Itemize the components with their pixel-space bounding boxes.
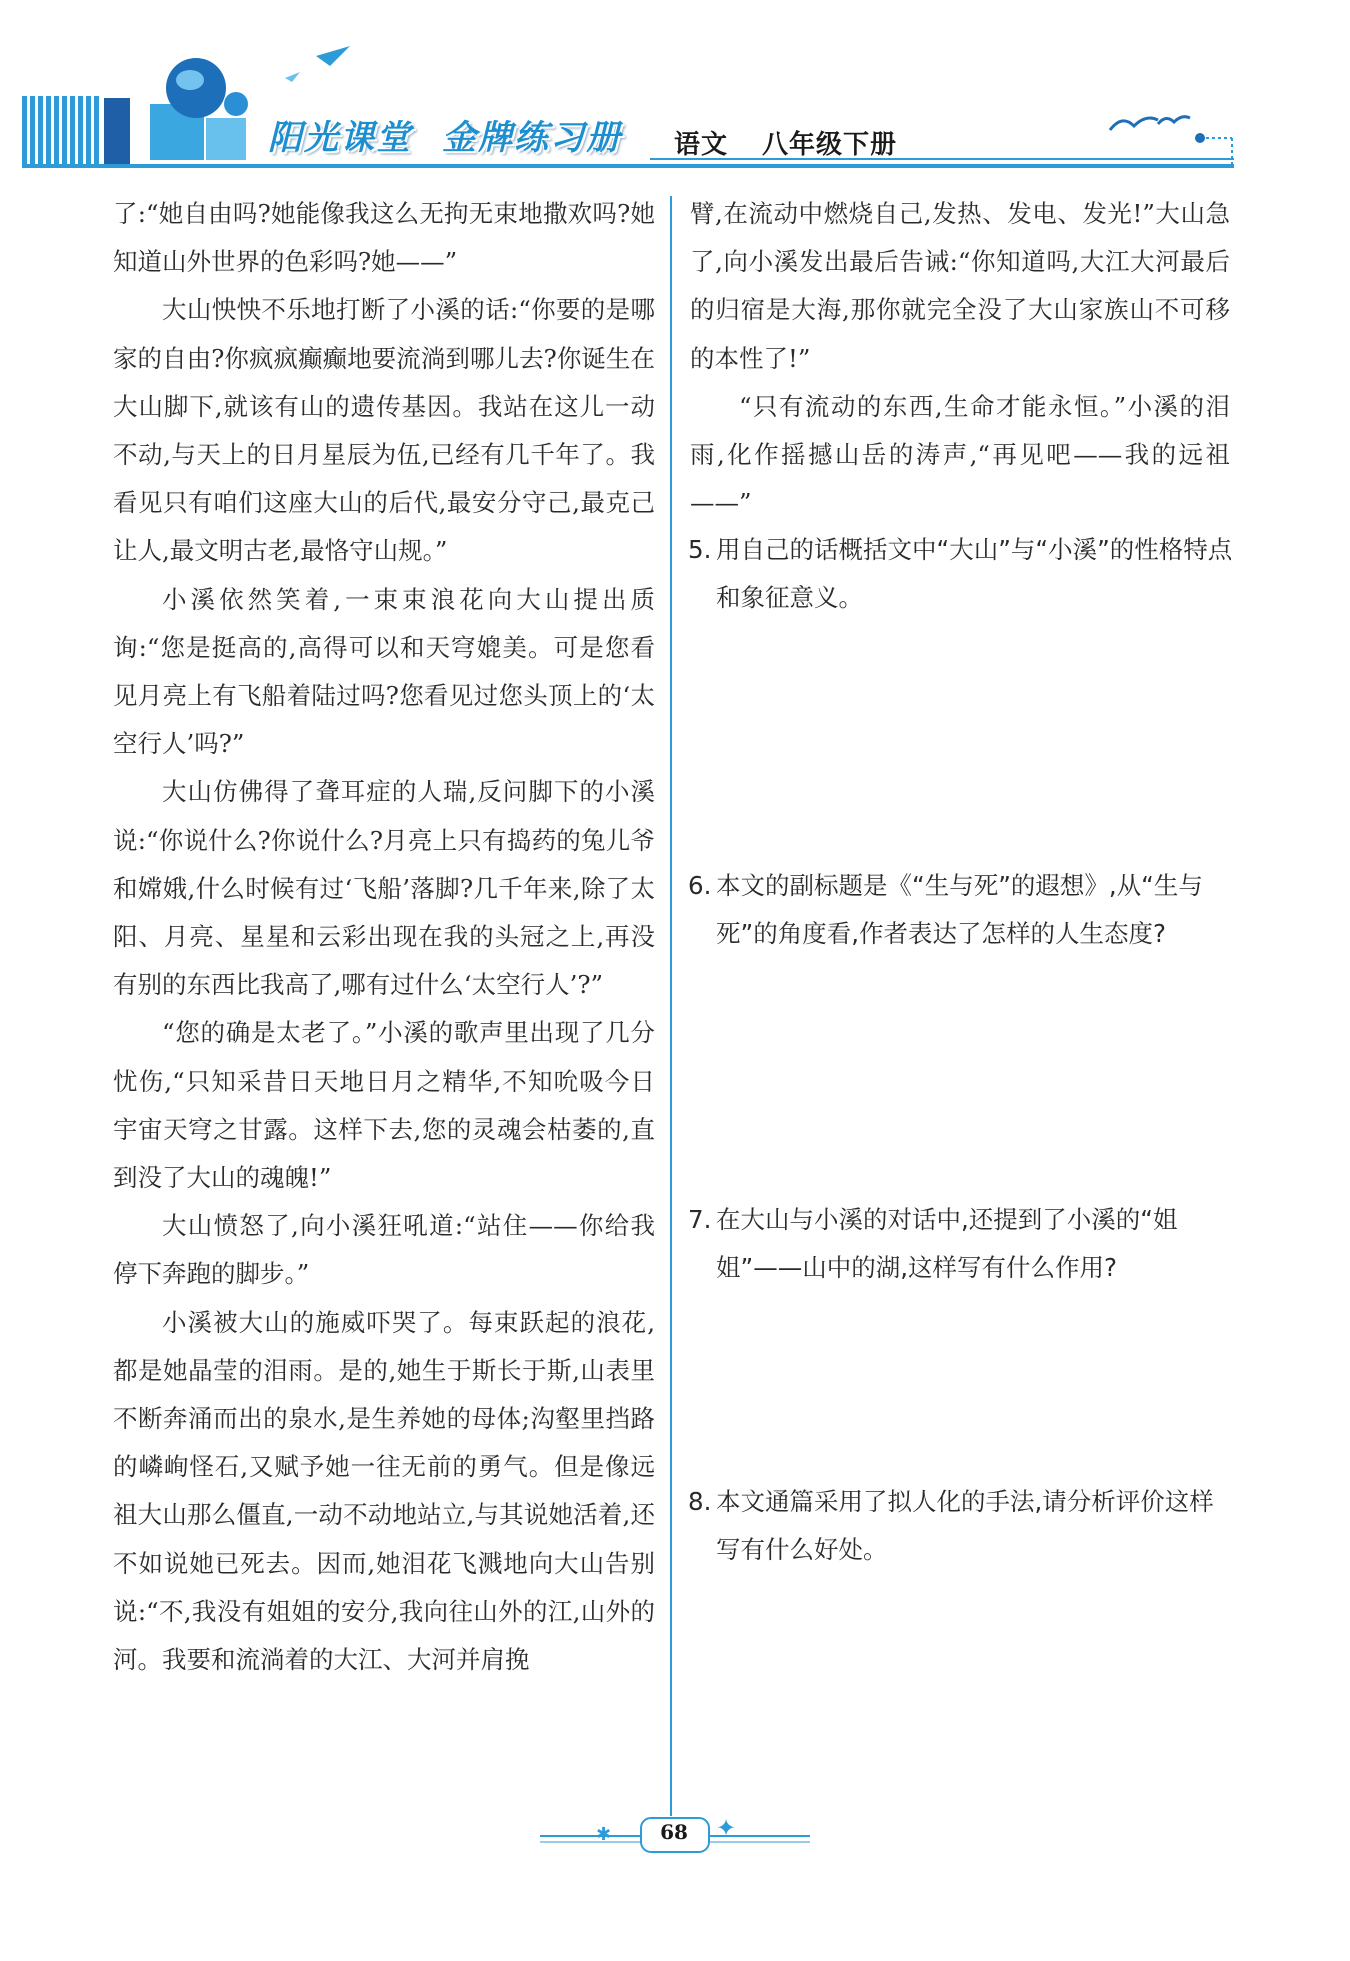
page-header xyxy=(0,0,1350,180)
paragraph: 了:“她自由吗?她能像我这么无拘无束地撒欢吗?她知道山外世界的色彩吗?她——” xyxy=(113,199,655,277)
question-text: 在大山与小溪的对话中,还提到了小溪的“姐姐”——山中的湖,这样写有什么作用? xyxy=(716,1205,1178,1283)
grade-label: 八年级下册 xyxy=(762,130,898,160)
globe-icon xyxy=(150,58,248,160)
paragraph: 大山仿佛得了聋耳症的人瑞,反问脚下的小溪说:“你说什么?你说什么?月亮上只有捣药的兔儿爷和嫦娥,什么时候有过‘飞船’落脚?几千年来,除了太阳、月亮、星星和云彩出现在我的头冠之上,再没有别的东西比我高了,哪有过什么‘太空行人’?” xyxy=(113,777,655,1000)
paragraph: 大山愤怒了,向小溪狂吼道:“站住——你给我停下奔跑的脚步。” xyxy=(113,1211,655,1289)
paragraph: 小溪被大山的施威吓哭了。每束跃起的浪花,都是她晶莹的泪雨。是的,她生于斯长于斯,山表里不断奔涌而出的泉水,是生养她的母体;沟壑里挡路的嶙峋怪石,又赋予她一往无前的勇气。但是像远祖大山那么僵直,一动不动地站立,与其说她活着,还不如说她已死去。因而,她泪花飞溅地向大山告别说:“不,我没有姐姐的安分,我向往山外的江,山外的河。我要和流淌着的大江、大河并肩挽 xyxy=(113,1307,655,1675)
column-divider xyxy=(670,196,672,1816)
paragraph: “只有流动的东西,生命才能永恒。”小溪的泪雨,化作摇撼山岳的涛声,“再见吧——我的远祖——” xyxy=(690,391,1230,518)
right-column xyxy=(690,190,1230,527)
brand-title xyxy=(268,110,652,159)
question-8 xyxy=(688,1478,1236,1574)
svg-text:✦: ✦ xyxy=(716,1814,737,1842)
paper-plane-icon xyxy=(285,46,350,82)
question-number: 6. xyxy=(688,871,712,900)
subject-grade xyxy=(674,124,897,161)
question-number: 7. xyxy=(688,1205,712,1234)
paragraph: “您的确是太老了。”小溪的歌声里出现了几分忧伤,“只知采昔日天地日月之精华,不知吮吸今日宇宙天穹之甘露。这样下去,您的灵魂会枯萎的,直到没了大山的魂魄!” xyxy=(113,1018,655,1193)
brand-part1: 阳光课堂 xyxy=(268,118,412,158)
question-number: 8. xyxy=(688,1487,712,1516)
question-text: 本文的副标题是《“生与死”的遐想》,从“生与死”的角度看,作者表达了怎样的人生态度? xyxy=(716,871,1203,949)
paragraph: 臂,在流动中燃烧自己,发热、发电、发光!”大山急了,向小溪发出最后告诫:“你知道吗,大江大河最后的归宿是大海,那你就完全没了大山家族山不可移的本性了!” xyxy=(690,199,1230,373)
question-5 xyxy=(688,526,1236,622)
page-number: 68 xyxy=(660,1820,688,1844)
svg-text:✱: ✱ xyxy=(596,1824,612,1845)
paragraph: 大山怏怏不乐地打断了小溪的话:“你要的是哪家的自由?你疯疯癫癫地要流淌到哪儿去?你诞生在大山脚下,就该有山的遗传基因。我站在这儿一动不动,与天上的日月星辰为伍,已经有几千年了。我看见只有咱们这座大山的后代,最安分守己,最克己让人,最文明古老,最恪守山规。” xyxy=(113,295,655,566)
brand-part2: 金牌练习册 xyxy=(442,118,622,158)
subject-label: 语文 xyxy=(674,130,729,160)
question-7 xyxy=(688,1196,1236,1292)
paragraph: 小溪依然笑着,一束束浪花向大山提出质询:“您是挺高的,高得可以和天穹媲美。可是您看见月亮上有飞船着陆过吗?您看见过您头顶上的‘太空行人’吗?” xyxy=(113,584,655,759)
question-text: 本文通篇采用了拟人化的手法,请分析评价这样写有什么好处。 xyxy=(716,1487,1214,1565)
birds-icon xyxy=(1110,117,1190,130)
question-number: 5. xyxy=(688,535,712,564)
question-text: 用自己的话概括文中“大山”与“小溪”的性格特点和象征意义。 xyxy=(716,535,1233,613)
left-column xyxy=(113,190,655,1684)
question-6 xyxy=(688,862,1236,958)
